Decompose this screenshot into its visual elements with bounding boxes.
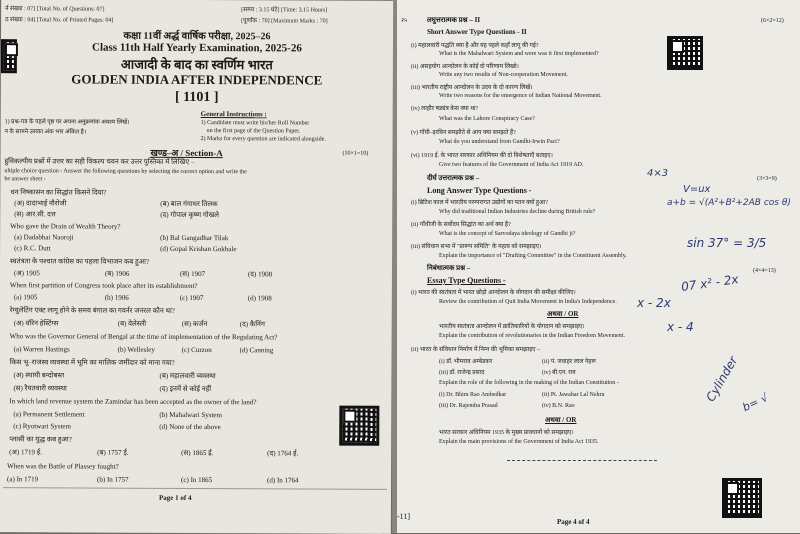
short-q4-english: What was the Lahore Conspiracy Case? — [439, 116, 535, 122]
short-q3-hindi: (iii) भारतीय राष्ट्रीय आन्दोलन के उदय के दो कारण लिखें। — [411, 85, 533, 91]
header-number: २५ — [401, 18, 408, 24]
footer-rule — [3, 487, 387, 490]
qc-opt-4-en: (d) Canning — [239, 346, 274, 355]
long-q1-hindi: (i) ब्रिटिश काल में भारतीय परम्परागत उद्योगों का पतन क्यों हुआ? — [411, 200, 548, 206]
qd-opt-4-en: (d) None of the above — [159, 422, 221, 432]
qa-opt-3-hi: (स) आर.सी. दत्त — [14, 210, 56, 219]
q1-instruction-english-1: ultiple choice question - Answer the following questions by selecting the correct option and write the — [4, 168, 247, 176]
qr-code — [667, 36, 703, 70]
total-pages-meta: ठ संख्या : 04] [Total No. of Printed Pages: 04] — [5, 17, 114, 24]
question-paper-page-1 — [0, 0, 393, 534]
qc-opt-1-en: (a) Warren Hastings — [13, 345, 70, 354]
instruction-hindi-1: 1) प्रश्न-पत्र के पहले पृष्ठ पर अपना अनुक्रमांक अवश्य लिखें। — [4, 119, 130, 126]
qe-opt-3-en: (c) In 1865 — [181, 475, 213, 485]
qa-opt-1-hi: (अ) दादाभाई नौरोजी — [14, 199, 67, 208]
qd-opt-4-hi: (द) इनमें से कोई नहीं — [159, 384, 212, 394]
short-q1-hindi: (i) महालवारी पद्धति क्या है और यह पहले कहाँ लागू की गई? — [411, 43, 539, 49]
instruction-english-3: 2) Marks for every question are indicated alongside. — [200, 136, 326, 143]
essay-q2-english: Explain the role of the following in the making of the Indian Constitution - — [439, 380, 619, 386]
essay-q2-opt4-hindi: (iv) बी.एन. राव — [542, 370, 576, 376]
qc-opt-4-hi: (द) कैनिंग — [239, 320, 265, 329]
qd-opt-2-en: (b) Mahalwari System — [159, 410, 222, 420]
question-paper-page-4 — [397, 0, 800, 533]
short-q2-hindi: (ii) असहयोग आन्दोलन के कोई दो परिणाम लिखो। — [411, 64, 519, 70]
qd-opt-1-hi: (अ) स्थायी बन्दोबस्त — [13, 371, 65, 380]
essay-q1-hindi: (i) भारत की स्वतंत्रता में भारत छोड़ो आन्दोलन के योगदान की समीक्षा कीजिए। — [411, 290, 576, 296]
qe-opt-4-hi: (द) 1764 ई. — [267, 449, 299, 458]
qa-opt-4-en: (d) Gopal Krishan Gokhale — [160, 244, 237, 254]
qd-opt-1-en: (a) Permanent Settlement — [13, 410, 85, 419]
section-heading: खण्ड–अ / Section-A — [150, 147, 223, 159]
q1-instruction-english-2: he answer sheet - — [4, 176, 46, 183]
short-q6-english: Give two features of the Government of India Act 1919 AD. — [439, 162, 584, 168]
qa-opt-1-en: (a) Dadabhai Naoroji — [14, 233, 74, 242]
qc-opt-3-hi: (स) कर्जन — [181, 319, 208, 329]
or-separator-1: अथवा / OR — [547, 310, 579, 318]
essay-q1-alt-hindi: भारतीय स्वतंत्रता आन्दोलन में क्रांतिकारियों के योगदान को समझाइए। — [439, 324, 585, 330]
essay-q2-opt2-english: (ii) Pt. Jawahar Lal Nehru — [542, 392, 605, 398]
handwritten-scribble: x - 4 — [667, 320, 694, 334]
short-q1-english: What is the Mahalwari System and were was it first implemented? — [439, 51, 599, 57]
end-rule — [507, 460, 657, 462]
short-answer-heading-english: Short Answer Type Questions - II — [427, 28, 527, 36]
qa-opt-3-en: (c) R.C. Dutt — [14, 244, 51, 253]
qe-opt-2-en: (b) In 1757 — [97, 475, 129, 484]
q1-instruction-hindi: हुविकल्पीय प्रश्नों में उत्तर का सही विकल्प चयन कर उत्तर पुस्तिका में लिखिए – — [4, 157, 195, 166]
qe-opt-1-en: (a) In 1719 — [7, 475, 39, 484]
qc-opt-2-en: (b) Wellesley — [117, 345, 155, 354]
long-answer-heading-hindi: दीर्घ उत्तरात्मक प्रश्न – — [427, 174, 480, 182]
exam-title-hindi: कक्षा 11वीं अर्द्ध वार्षिक परीक्षा, 2025–26 — [123, 30, 271, 43]
essay-q2-opt1-english: (i) Dr. Bhim Rao Ambedkar — [439, 392, 507, 398]
subject-english: GOLDEN INDIA AFTER INDEPENDENCE — [71, 71, 323, 88]
essay-q2-hindi: (ii) भारत के संविधान निर्माण में निम्न की भूमिका समझाइए – — [411, 347, 540, 353]
qa-english: Who gave the Drain of Wealth Theory? — [10, 222, 121, 231]
handwritten-formula: a+b = √(A²+B²+2AB cos θ) — [667, 198, 791, 208]
qr-code — [339, 406, 379, 446]
short-answer-heading-hindi: लघुत्तरात्मक प्रश्न – II — [427, 16, 481, 24]
qe-english: When was the Battle of Plassey fought? — [7, 462, 119, 471]
essay-q2-opt4-english: (iv) B.N. Rao — [542, 403, 575, 409]
short-q5-english: What do you understand from Gandhi-Irwin Pact? — [439, 139, 560, 145]
long-q2-hindi: (ii) गाँधीजी के सर्वोदय सिद्धांत का अर्थ क्या है? — [411, 222, 511, 228]
qr-code — [722, 478, 762, 518]
handwritten-formula: sin 37° = 3/5 — [687, 236, 767, 250]
max-marks-meta: [पूर्णांक : 70] [Maximum Marks : 70] — [241, 18, 328, 25]
qe-opt-1-hi: (अ) 1719 ई. — [9, 448, 42, 457]
handwritten-note: 4×3 — [647, 168, 669, 179]
short-q5-hindi: (v) गाँधी–इरविन समझौते से आप क्या समझते हैं? — [411, 130, 516, 136]
qb-opt-2-hi: (ब) 1906 — [104, 269, 130, 278]
short-q4-hindi: (iv) लाहौर षड्यंत्र केस क्या था? — [411, 106, 479, 112]
short-q6-hindi: (vi) 1919 ई. के भारत सरकार अधिनियम की दो विशेषताएँ बताइए। — [411, 153, 553, 159]
essay-q2-opt2-hindi: (ii) पं. जवाहर लाल नेहरू — [542, 359, 597, 365]
essay-q2-alt-english: Explain the main provisions of the Government of India Act 1935. — [439, 439, 599, 445]
exam-title-english: Class 11th Half Yearly Examination, 2025-26 — [92, 41, 302, 55]
page-footer: Page 1 of 4 — [158, 493, 192, 502]
qb-opt-3-en: (c) 1907 — [179, 293, 204, 303]
qb-opt-1-hi: (अ) 1905 — [13, 269, 40, 278]
qe-opt-4-en: (d) In 1764 — [267, 476, 299, 485]
essay-marks: (4×4=13) — [753, 268, 776, 274]
qc-opt-3-en: (c) Curzon — [181, 345, 212, 355]
long-answer-heading-english: Long Answer Type Questions - — [427, 186, 532, 195]
essay-heading-english: Essay Type Questions - — [427, 276, 506, 285]
qa-opt-2-en: (b) Bal Gangadhar Tilak — [160, 233, 229, 243]
handwritten-scribble: 07 x² - 2x — [680, 272, 740, 294]
essay-q2-alt-hindi: भारत सरकार अधिनियम 1935 के मुख्य प्रावधानों को समझाइए। — [439, 430, 574, 436]
handwritten-note: V=ux — [683, 184, 711, 195]
handwritten-scribble: x - 2x — [637, 296, 671, 310]
essay-q1-english: Review the contribution of Quit India Movement in India's Independence. — [439, 299, 617, 305]
paper-code: [ 1101 ] — [174, 89, 219, 106]
section-marks: (10×1=10) — [342, 150, 369, 157]
qd-english: In which land revenue system the Zamindar has been accepted as the owner of the land? — [9, 397, 257, 407]
long-q1-english: Why did traditional Indian Industries decline during British rule? — [439, 209, 596, 215]
short-answer-marks: (6×2=12) — [761, 18, 784, 24]
qb-opt-4-hi: (द) 1908 — [247, 270, 273, 279]
essay-q2-opt3-hindi: (iii) डॉ. राजेन्द्र प्रसाद — [439, 370, 485, 376]
short-q3-english: Write two reasons for the emergence of Indian National Movement. — [439, 93, 602, 99]
qb-opt-1-en: (a) 1905 — [13, 293, 38, 302]
left-edge-mark: -11] — [397, 512, 411, 521]
essay-q1-alt-english: Explain the contribution of revolutionaries in the Indian Freedom Movement. — [439, 333, 625, 339]
total-questions-meta: र्न संख्या : 07] [Total No. of Questions: 07] — [5, 6, 105, 13]
instruction-english-1: 1) Candidate must write his/her Roll Number — [200, 120, 310, 127]
instructions-heading: General Instructions : — [200, 110, 267, 119]
qd-opt-3-en: (c) Ryotwari System — [13, 422, 71, 431]
qb-opt-4-en: (d) 1908 — [247, 294, 272, 303]
handwritten-scribble: b= √ — [740, 390, 771, 415]
qc-english: Who was the Governor General of Bengal at the time of implementation of the Regulating Act? — [9, 332, 278, 342]
essay-q2-opt1-hindi: (i) डॉ. भीमराव अम्बेडकर — [439, 359, 493, 365]
qb-hindi: स्वतंत्रता के पश्चात कांग्रेस का पहला विभाजन कब हुआ? — [10, 257, 150, 266]
qc-opt-1-hi: (अ) वॉरेन हेस्टिंग्स — [13, 319, 59, 328]
long-answer-marks: (3×3=9) — [757, 176, 777, 182]
qa-opt-2-hi: (ब) बाल गंगाधर तिलक — [160, 199, 218, 209]
qe-opt-2-hi: (ब) 1757 ई. — [97, 448, 129, 457]
time-meta: [समय : 3.15 घंटे] [Time: 3.15 Hours] — [241, 7, 328, 14]
qd-opt-3-hi: (स) रैयतवारी व्यवस्था — [13, 384, 67, 393]
subject-hindi: आजादी के बाद का स्वर्णिम भारत — [120, 56, 273, 73]
long-q3-english: Explain the importance of "Drafting Committee" in the Constituent Assembly. — [439, 253, 627, 259]
qd-opt-2-hi: (ब) महालवारी व्यवस्था — [159, 371, 216, 381]
instruction-hindi-2: न के सामने उसका अंक भार अंकित है। — [4, 129, 87, 136]
or-separator-2: अथवा / OR — [545, 416, 577, 424]
instruction-english-2: on the first page of the Question Paper. — [206, 128, 301, 135]
qb-opt-3-hi: (स) 1907 — [179, 269, 206, 279]
qe-hindi: प्लासी का युद्ध कब हुआ? — [9, 435, 72, 444]
essay-q2-opt3-english: (iii) Dr. Rajendra Prasad — [439, 403, 498, 409]
essay-heading-hindi: निबंधात्मक प्रश्न – — [427, 264, 471, 272]
short-q2-english: Write any two results of Non-cooperation Movement. — [439, 72, 568, 78]
page-footer: Page 4 of 4 — [557, 518, 590, 526]
qc-opt-2-hi: (ब) वेलेस्ली — [117, 319, 147, 328]
qb-opt-2-en: (b) 1906 — [104, 293, 129, 302]
qb-english: When first partition of Congress took place after its establishment? — [9, 281, 198, 291]
qd-hindi: किस भू–राजस्व व्यवस्था में भूमि का मालिक जमींदार को माना गया? — [9, 358, 175, 367]
long-q2-english: What is the concept of Sarvodaya ideology of Gandhi ji? — [439, 231, 576, 237]
long-q3-hindi: (iii) संविधान सभा में "प्रारूप समिति" के महत्व को समझाइए। — [411, 244, 542, 250]
handwritten-scribble: Cylinder — [703, 353, 741, 405]
qa-opt-4-hi: (द) गोपाल कृष्ण गोखले — [160, 210, 220, 220]
qe-opt-3-hi: (स) 1865 ई. — [181, 448, 214, 458]
qc-hindi: रेग्युलेटिंग एक्ट लागू होने के समय बंगाल का गवर्नर जनरल कौन था? — [9, 306, 175, 315]
qa-hindi: धन निष्कासन का सिद्धांत किसने दिया? — [10, 188, 107, 197]
